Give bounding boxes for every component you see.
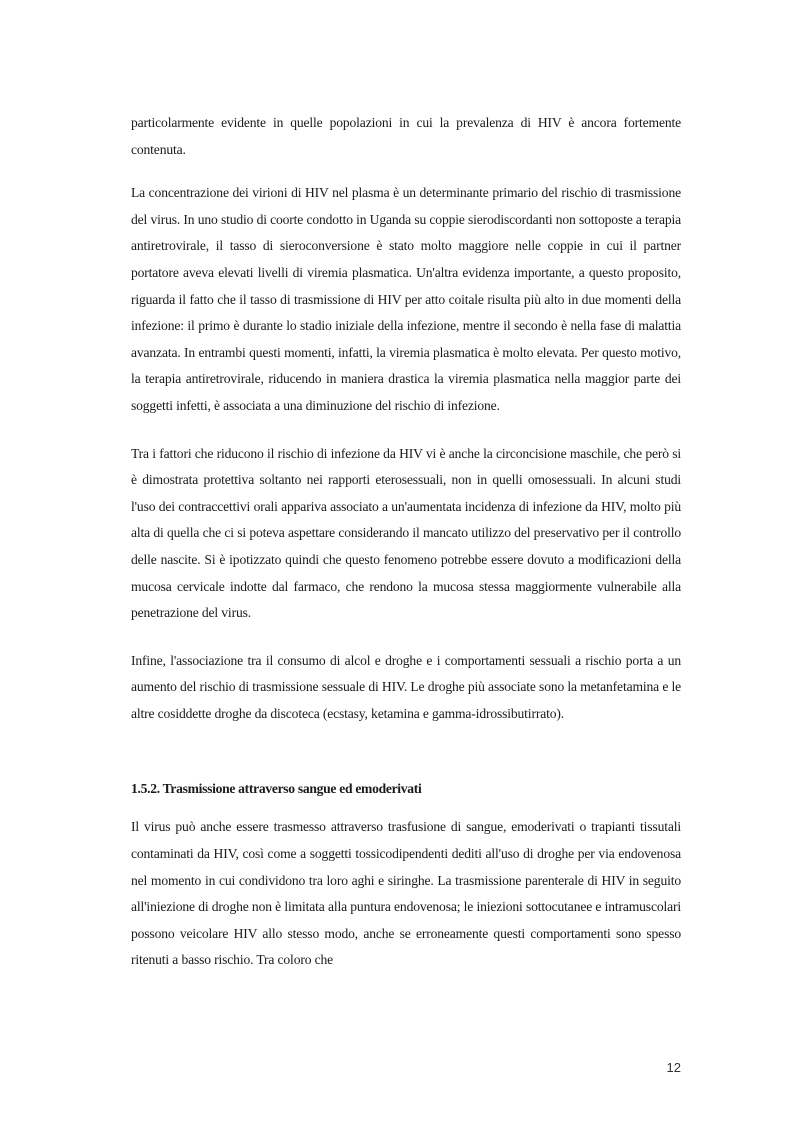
paragraph-risk-factors: Tra i fattori che riducono il rischio di infezione da HIV vi è anche la circoncisione maschile, che però si è dimostrata protettiva soltanto nei rapporti eterosessuali, non in quelli omosessuali. In alcuni studi l'uso dei contraccettivi orali appariva associato a un'aumentata incidenza di infezione da HIV, molto più alta di quella che ci si poteva aspettare considerando il mancato utilizzo del preservativo per il controllo delle nascite. Si è ipotizzato quindi che questo fenomeno potrebbe essere dovuto a modificazioni della mucosa cervicale indotte dal farmaco, che rendono la mucosa stessa maggiormente vulnerabile alla penetrazione del virus. — [131, 445, 681, 621]
section-heading: 1.5.2. Trasmissione attraverso sangue ed emoderivati — [131, 781, 422, 797]
paragraph-viral-concentration: La concentrazione dei virioni di HIV nel plasma è un determinante primario del rischio di trasmissione del virus. In uno studio di coorte condotto in Uganda su coppie sierodiscordanti non sottoposte a terapia antiretrovirale, il tasso di sieroconversione è stato molto maggiore nelle coppie in cui il partner portatore aveva elevati livelli di viremia plasmatica. Un'altra evidenza importante, a questo proposito, riguarda il fatto che il tasso di trasmissione di HIV per atto coitale risulta più alto in due momenti della infezione: il primo è durante lo stadio iniziale della infezione, mentre il secondo è nella fase di malattia avanzata. In entrambi questi momenti, infatti, la viremia plasmatica è molto elevata. Per questo motivo, la terapia antiretrovirale, riducendo in maniera drastica la viremia plasmatica nella maggior parte dei soggetti infetti, è associata a una diminuzione del rischio di infezione. — [131, 185, 681, 413]
paragraph-continuation: particolarmente evidente in quelle popolazioni in cui la prevalenza di HIV è ancora fortemente contenuta. — [131, 115, 681, 157]
paragraph-alcohol-drugs: Infine, l'associazione tra il consumo di alcol e droghe e i comportamenti sessuali a rischio porta a un aumento del rischio di trasmissione sessuale di HIV. Le droghe più associate sono la metanfetamina e le altre cosiddette droghe da discoteca (ecstasy, ketamina e gamma-idrossibutirrato). — [131, 652, 681, 721]
document-page — [131, 110, 681, 995]
paragraph-blood-transmission: Il virus può anche essere trasmesso attraverso trasfusione di sangue, emoderivati o trapianti tissutali contaminati da HIV, così come a soggetti tossicodipendenti dediti all'uso di droghe per via endovenosa nel momento in cui condividono tra loro aghi e siringhe. La trasmissione parenterale di HIV in seguito all'iniezione di droghe non è limitata alla puntura endovenosa; le iniezioni sottocutanee e intramuscolari possono veicolare HIV allo stesso modo, anche se erroneamente questi comportamenti sono spesso ritenuti a basso rischio. Tra coloro che — [131, 819, 681, 968]
page-number: 12 — [666, 1060, 681, 1075]
